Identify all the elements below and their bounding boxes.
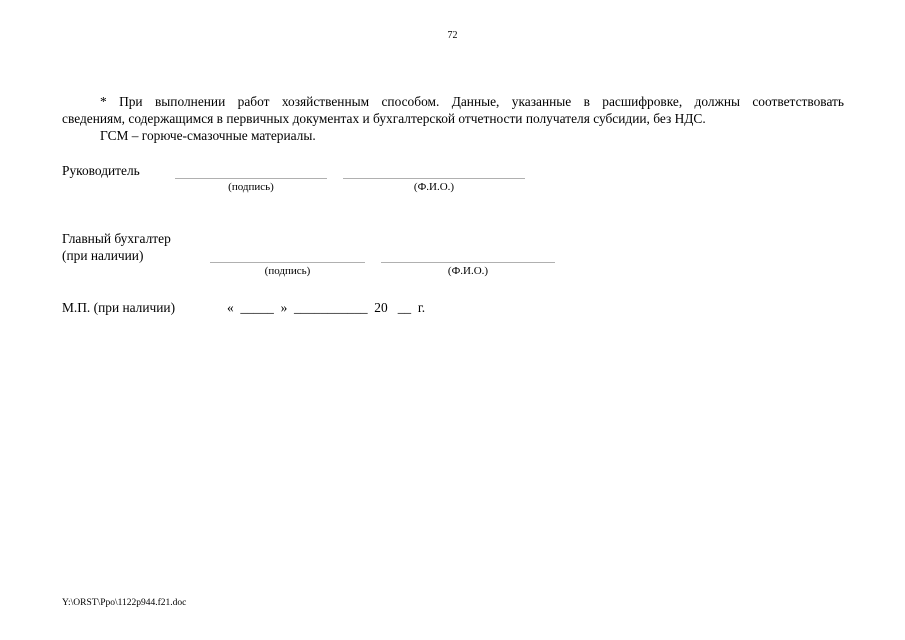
footnote-line-2: сведениям, содержащимся в первичных документах и бухгалтерской отчетности получателя субсидии, без НДС. — [62, 111, 706, 126]
head-label: Руководитель — [62, 163, 140, 178]
head-name-line — [343, 178, 525, 179]
file-path-footer: Y:\ORST\Ppo\1122p944.f21.doc — [62, 598, 187, 608]
accountant-signature-line — [210, 262, 365, 263]
head-signature-caption: (подпись) — [228, 181, 274, 193]
head-name-caption: (Ф.И.О.) — [413, 181, 455, 193]
head-signature-line — [175, 178, 327, 179]
stamp-label: М.П. (при наличии) — [62, 300, 176, 315]
accountant-label-note: (при наличии) — [62, 248, 144, 263]
page-number: 72 — [447, 30, 458, 41]
accountant-name-line — [381, 262, 555, 263]
accountant-name-caption: (Ф.И.О.) — [447, 265, 489, 277]
date-field: « _____ » ___________ 20 __ г. — [227, 300, 426, 315]
footnote-line-1: * При выполнении работ хозяйственным способом. Данные, указанные в расшифровке, должны соответствовать — [100, 94, 844, 109]
accountant-signature-caption: (подпись) — [264, 265, 311, 277]
footnote-abbreviation: ГСМ – горюче-смазочные материалы. — [100, 128, 316, 143]
accountant-label: Главный бухгалтер — [62, 231, 171, 246]
